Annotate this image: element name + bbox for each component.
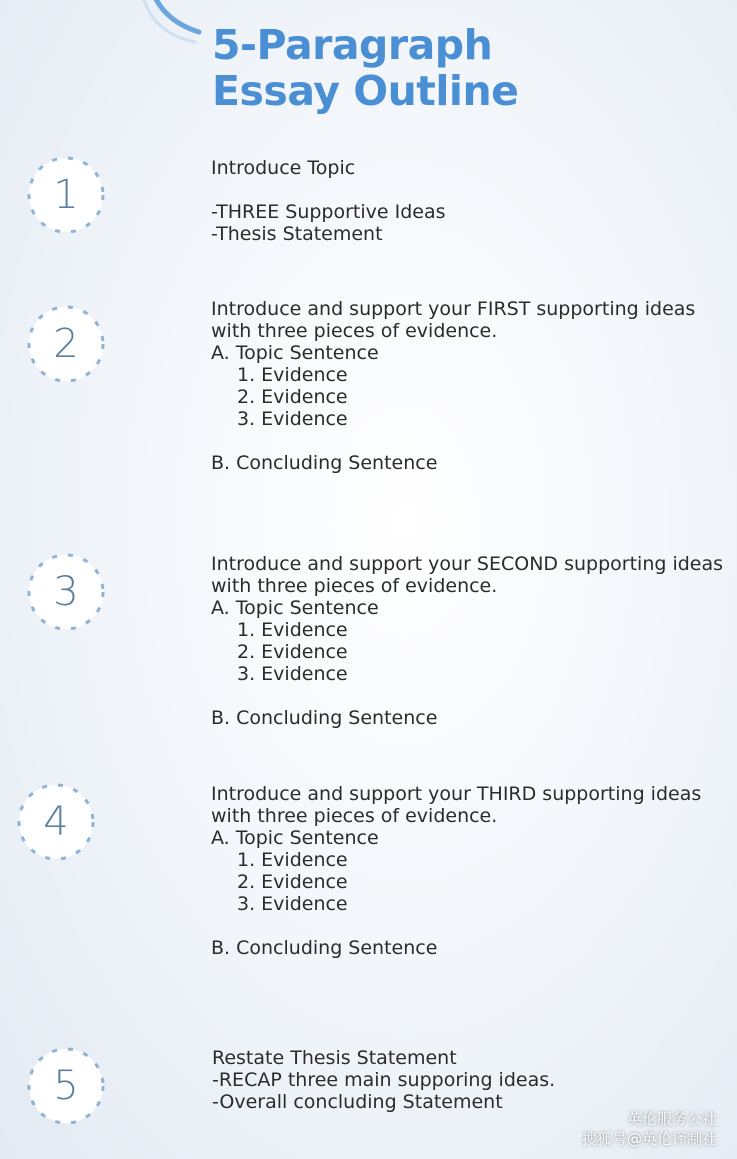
watermark-line-2: 搜狐号@英伦译制社 — [581, 1130, 717, 1148]
title-line-1: 5-Paragraph — [212, 21, 493, 69]
section-4-text — [211, 783, 701, 959]
section-4-evidence: 2. Evidence — [237, 871, 348, 893]
section-3-evidence: 1. Evidence — [237, 619, 348, 641]
section-3-evidence: 2. Evidence — [237, 641, 348, 663]
section-4-evidence: 1. Evidence — [237, 849, 348, 871]
section-2-text — [211, 298, 695, 474]
step-badge-4 — [16, 782, 96, 862]
section-2-topic: A. Topic Sentence — [211, 342, 379, 364]
step-number-1: 1 — [53, 172, 79, 218]
section-4-line: Introduce and support your THIRD supporting ideas — [211, 783, 702, 805]
page-title — [212, 22, 518, 114]
section-2-evidence: 1. Evidence — [237, 364, 348, 386]
watermark — [582, 1109, 717, 1149]
section-4-topic: A. Topic Sentence — [211, 827, 379, 849]
section-5-text — [212, 1047, 555, 1113]
section-3-evidence: 3. Evidence — [237, 663, 348, 685]
section-3-topic: A. Topic Sentence — [211, 597, 379, 619]
section-1-line: -Thesis Statement — [211, 223, 383, 245]
watermark-line-1: 英伦服务公社 — [626, 1110, 717, 1128]
section-4-evidence: 3. Evidence — [237, 893, 348, 915]
step-number-2: 2 — [53, 321, 79, 367]
section-4-closing: B. Concluding Sentence — [211, 937, 438, 959]
section-1-line: Introduce Topic — [211, 157, 356, 179]
section-2-line: Introduce and support your FIRST supporting ideas — [211, 298, 696, 320]
section-2-line: with three pieces of evidence. — [211, 320, 498, 342]
section-1-line — [211, 179, 446, 201]
step-number-5: 5 — [53, 1063, 79, 1109]
step-badge-3 — [26, 552, 106, 632]
section-2-closing: B. Concluding Sentence — [211, 452, 438, 474]
section-1-text — [211, 157, 446, 245]
step-badge-2 — [26, 304, 106, 384]
section-5-line: -Overall concluding Statement — [212, 1091, 503, 1113]
step-badge-1 — [26, 155, 106, 235]
section-5-line: -RECAP three main supporing ideas. — [212, 1069, 556, 1091]
section-1-line: -THREE Supportive Ideas — [211, 201, 446, 223]
step-number-4: 4 — [43, 799, 69, 845]
section-3-line: with three pieces of evidence. — [211, 575, 498, 597]
title-line-2: Essay Outline — [212, 67, 519, 115]
section-3-text — [211, 553, 723, 729]
decorative-arc — [135, 0, 205, 45]
step-badge-5 — [26, 1046, 106, 1126]
section-2-evidence: 3. Evidence — [237, 408, 348, 430]
section-4-line: with three pieces of evidence. — [211, 805, 498, 827]
section-2-evidence: 2. Evidence — [237, 386, 348, 408]
section-3-closing: B. Concluding Sentence — [211, 707, 438, 729]
section-5-line: Restate Thesis Statement — [212, 1047, 457, 1069]
step-number-3: 3 — [53, 569, 79, 615]
section-3-line: Introduce and support your SECOND supporting ideas — [211, 553, 724, 575]
